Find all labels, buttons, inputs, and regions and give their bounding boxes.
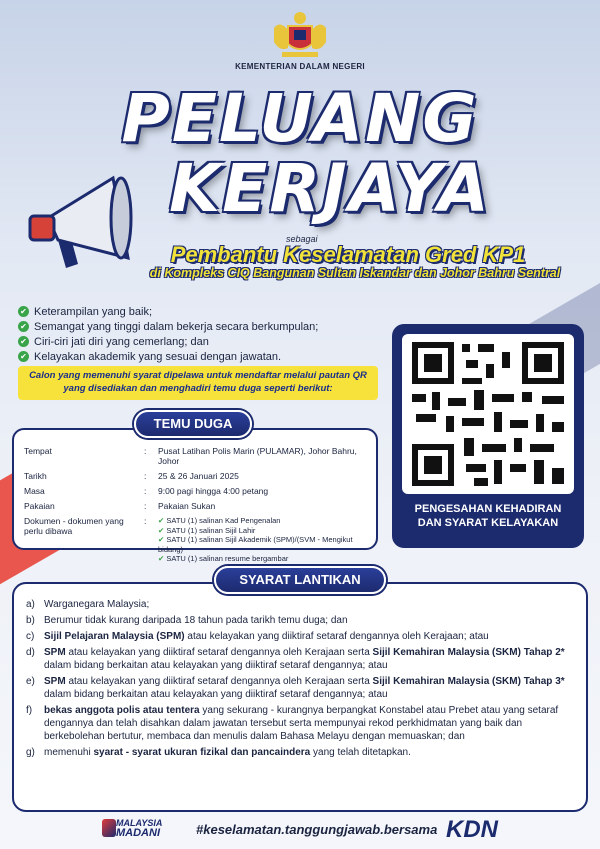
location-text: di Kompleks CIQ Bangunan Sultan Iskandar dan Johor Bahru Sentral (149, 266, 561, 280)
malaysia-madani-logo: MALAYSIA MADANI (116, 818, 163, 839)
coat-of-arms-icon (268, 8, 332, 60)
requirement-g: g) memenuhi syarat - syarat ukuran fizikal dan pancaindera yang telah ditetapkan. (26, 747, 411, 758)
qr-code-icon (402, 334, 574, 494)
requirements-box (12, 582, 588, 812)
list-item: ✔ Semangat yang tinggi dalam bekerja secara berkumpulan; (18, 319, 318, 334)
ministry-name: KEMENTERIAN DALAM NEGERI (235, 62, 365, 71)
requirement-d: d) SPM atau kelayakan yang diiktiraf setaraf dengannya oleh Kerajaan serta Sijil Kemahiran Malaysia (SKM) Tahap 2* dalam bidang berkaitan atau kelayakan yang diiktiraf setaraf dengannya; atau (26, 647, 565, 671)
megaphone-icon (18, 168, 148, 278)
check-icon: ✔ (18, 306, 29, 317)
interview-row-tarikh: Tarikh : 25 & 26 Januari 2025 (24, 471, 239, 481)
documents-list (158, 516, 366, 564)
check-icon: ✔ (18, 336, 29, 347)
requirement-b: b) Berumur tidak kurang daripada 18 tahun pada tarikh temu duga; dan (26, 615, 348, 626)
list-item: ✔ SATU (1) salinan Sijil Akademik (SPM)/(SVM - Mengikut bidang) (158, 535, 366, 554)
requirement-e: e) SPM atau kelayakan yang diiktiraf setaraf dengannya oleh Kerajaan serta Sijil Kemahiran Malaysia (SKM) Tahap 3* dalam bidang berkaitan atau kelayakan yang diiktiraf setaraf dengannya; atau (26, 676, 565, 700)
registration-note: Calon yang memenuhi syarat dipelawa untuk mendaftar melalui pautan QR yang disediakan dan menghadiri temu duga seperti berikut: (18, 366, 378, 400)
qr-code[interactable] (402, 334, 574, 494)
temu-duga-heading: TEMU DUGA (134, 410, 252, 438)
check-icon: ✔ (18, 321, 29, 332)
qr-label: PENGESAHAN KEHADIRAN DAN SYARAT KELAYAKAN (414, 503, 562, 529)
qr-panel (392, 324, 584, 548)
malaysia-madani-logo-icon (102, 819, 116, 837)
requirement-c: c) Sijil Pelajaran Malaysia (SPM) atau kelayakan yang diiktiraf setaraf dengannya oleh Kerajaan; atau (26, 631, 489, 642)
qualities-list (18, 304, 318, 364)
interview-details-box (12, 428, 378, 563)
title-line2: KERJAYA (169, 150, 491, 227)
title-line1: PELUANG (121, 80, 479, 157)
list-item: ✔ Kelayakan akademik yang sesuai dengan jawatan. (18, 349, 318, 364)
interview-row-dokumen: Dokumen - dokumen yang perlu dibawa : ✔ SATU (1) salinan Kad Pengenalan ✔ SATU (1) salinan Sijil Lahir ✔ SATU (1) salinan Sijil Akademik (SPM)/(SVM - Mengikut bidang) ✔ SATU (1) salinan resume bergambar (24, 516, 366, 564)
list-item: ✔ SATU (1) salinan Kad Pengenalan (158, 516, 366, 526)
requirement-f: f) bekas anggota polis atau tentera yang sekurang - kurangnya berpangkat Konstabel atau Prebet atau yang setaraf dengannya dan telah disahkan dalam jawatan tersebut serta mempunyai rekod perkhidmatan yang baik dan berkebolehan bertutur, membaca dan menulis dalam Bahasa Melayu dengan memuaskan; dan (26, 705, 559, 742)
list-item: ✔ Ciri-ciri jati diri yang cemerlang; dan (18, 334, 318, 349)
interview-row-masa: Masa : 9:00 pagi hingga 4:00 petang (24, 486, 269, 496)
check-icon: ✔ (18, 351, 29, 362)
list-item: ✔ Keterampilan yang baik; (18, 304, 318, 319)
syarat-lantikan-heading: SYARAT LANTIKAN (214, 566, 386, 594)
requirement-a: a) Warganegara Malaysia; (26, 599, 150, 610)
kdn-logo: KDN (446, 816, 498, 843)
list-item: ✔ SATU (1) salinan resume bergambar (158, 554, 366, 564)
interview-row-tempat: Tempat : Pusat Latihan Polis Marin (PULAMAR), Johor Bahru, Johor (24, 446, 357, 466)
campaign-hashtag: #keselamatan.tanggungjawab.bersama (196, 822, 438, 837)
position-title: Pembantu Keselamatan Gred KP1 (170, 242, 526, 267)
sebagai-label: sebagai (286, 234, 318, 244)
interview-row-pakaian: Pakaian : Pakaian Sukan (24, 501, 216, 511)
list-item: ✔ SATU (1) salinan Sijil Lahir (158, 526, 366, 536)
